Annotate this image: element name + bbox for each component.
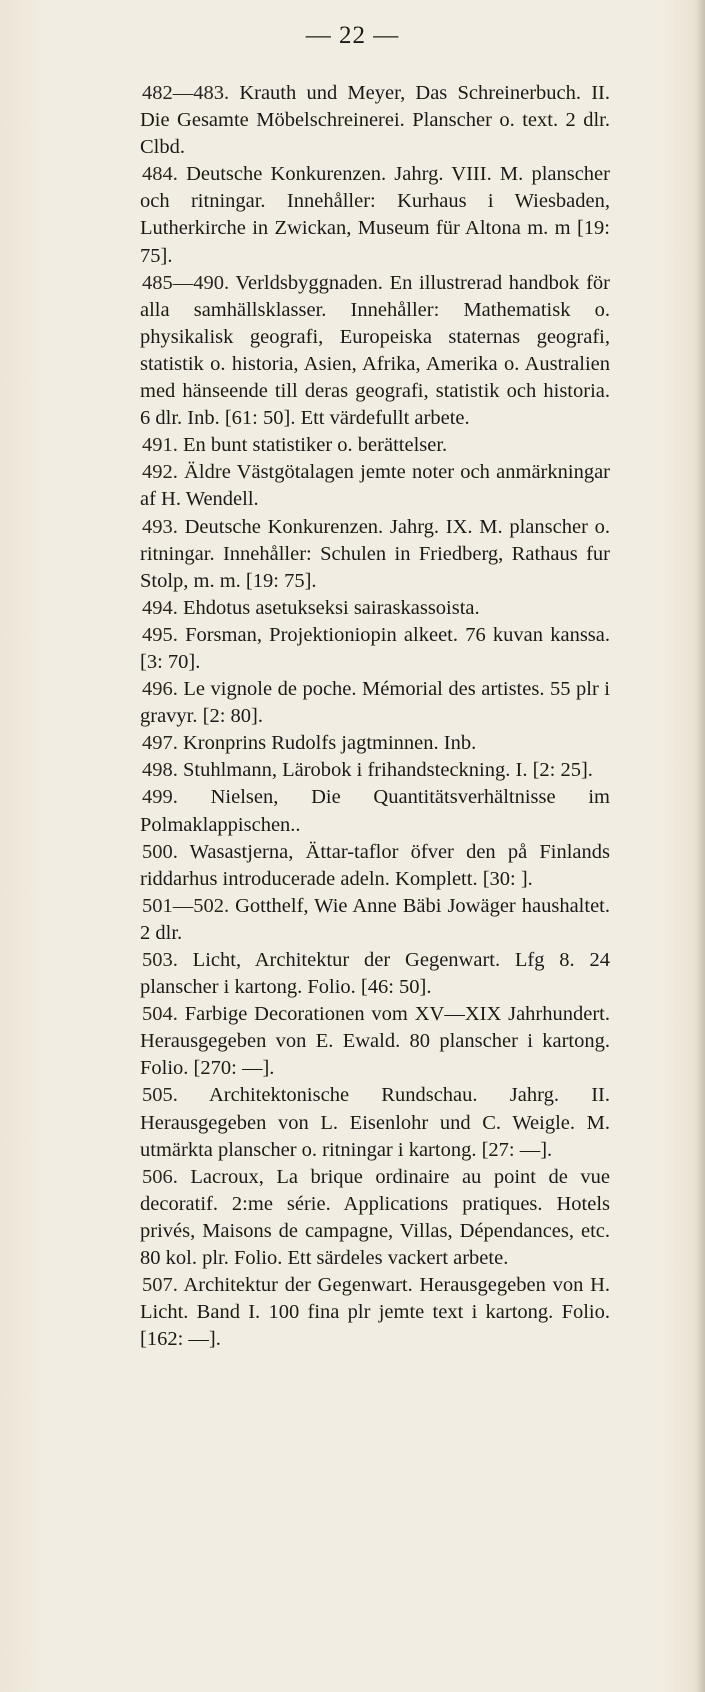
catalog-entry-506: [140, 1164, 610, 1272]
entry-text: Ehdotus asetukseksi sairaskassoista.: [177, 596, 480, 619]
catalog-entries: [140, 80, 610, 1353]
catalog-entry-497: [140, 730, 610, 757]
catalog-entry-482: [140, 80, 610, 161]
entry-text: Architektur der Gegenwart. Herausgegeben von H. Licht. Band I. 100 fina plr jemte text i kartong. Folio. [162: —].: [140, 1274, 610, 1351]
entry-number: 495.: [142, 623, 178, 646]
entry-text: Le vignole de poche. Mémorial des artistes. 55 plr i gravyr. [2: 80].: [140, 678, 610, 728]
entry-text: Deutsche Konkurenzen. Jahrg. VIII. M. planscher och ritningar. Innehåller: Kurhaus i Wiesbaden, Lutherkirche in Zwickan, Museum für Altona m. m [19: 75].: [140, 163, 610, 267]
catalog-entry-494: [140, 595, 610, 622]
page-number: — 22 —: [305, 22, 400, 49]
catalog-entry-505: [140, 1082, 610, 1163]
entry-number: 496.: [142, 678, 178, 701]
entry-text: En bunt statistiker o. berättelser.: [177, 434, 448, 457]
catalog-entry-492: [140, 459, 610, 513]
entry-text: Deutsche Konkurenzen. Jahrg. IX. M. planscher o. ritningar. Innehåller: Schulen in Friedberg, Rathaus fur Stolp, m. m. [19: 75].: [140, 515, 610, 592]
catalog-entry-485: [140, 270, 610, 433]
catalog-entry-501: [140, 893, 610, 947]
catalog-entry-504: [140, 1001, 610, 1082]
entry-number: 493.: [142, 515, 178, 538]
entry-text: Farbige Decorationen vom XV—XIX Jahrhundert. Herausgegeben von E. Ewald. 80 planscher i kartong. Folio. [270: —].: [140, 1003, 610, 1080]
entry-text: Wasastjerna, Ättar-taflor öfver den på Finlands riddarhus introducerade adeln. Komplett. [30: ].: [140, 840, 610, 890]
catalog-entry-498: [140, 757, 610, 784]
entry-text: Äldre Västgötalagen jemte noter och anmärkningar af H. Wendell.: [140, 461, 610, 511]
entry-number: 507.: [142, 1274, 178, 1297]
page-edge-shadow: [695, 0, 705, 1692]
entry-text: Kronprins Rudolfs jagtminnen. Inb.: [177, 732, 477, 755]
entry-number: 503.: [142, 949, 178, 971]
entry-number: 491.: [142, 434, 178, 457]
entry-number: 505.: [142, 1084, 178, 1107]
entry-text: Gotthelf, Wie Anne Bäbi Jowäger haushaltet. 2 dlr.: [140, 894, 610, 944]
catalog-entry-503: [140, 947, 610, 1001]
entry-text: Architektonische Rundschau. Jahrg. II. Herausgegeben von L. Eisenlohr und C. Weigle. M. utmärkta planscher o. ritningar i kartong. [27: —].: [140, 1084, 610, 1161]
catalog-entry-500: [140, 839, 610, 893]
entry-number: 485—490.: [142, 271, 230, 294]
entry-text: Lacroux, La brique ordinaire au point de vue decoratif. 2:me série. Applications pratiques. Hotels privés, Maisons de campagne, Villas, Dépendances, etc. 80 kol. plr. Folio. Ett särdeles vackert arbete.: [140, 1165, 610, 1270]
catalog-entry-491: [140, 432, 610, 459]
entry-number: 501—502.: [142, 894, 230, 917]
catalog-entry-507: [140, 1272, 610, 1353]
entry-number: 497.: [142, 732, 178, 755]
entry-number: 492.: [142, 461, 178, 484]
entry-number: 482—483.: [142, 82, 230, 104]
catalog-entry-495: [140, 622, 610, 676]
entry-text: Stuhlmann, Lärobok i frihandsteckning. I. [2: 25].: [177, 759, 593, 782]
entry-text: Nielsen, Die Quantitätsverhältnisse im Polmaklappischen..: [140, 786, 610, 836]
catalog-entry-496: [140, 676, 610, 730]
catalog-entry-493: [140, 514, 610, 595]
entry-number: 494.: [142, 596, 178, 619]
entry-text: Verldsbyggnaden. En illustrerad handbok för alla samhällsklasser. Innehåller: Mathematisk o. physikalisk geografi, Europeiska staternas geografi, statistik o. historia, Asien, Afrika, Amerika o. Australien med hänseende till deras geografi, statistik och historia. 6 dlr. Inb. [61: 50]. Ett värdefullt arbete.: [140, 271, 610, 430]
entry-number: 484.: [142, 163, 178, 186]
entry-number: 500.: [142, 840, 178, 863]
entry-number: 498.: [142, 759, 178, 782]
entry-text: Krauth und Meyer, Das Schreinerbuch. II. Die Gesamte Möbelschreinerei. Planscher o. text. 2 dlr. Clbd.: [140, 82, 610, 159]
catalog-entry-484: [140, 161, 610, 269]
entry-number: 504.: [142, 1003, 178, 1026]
entry-text: Forsman, Projektioniopin alkeet. 76 kuvan kanssa. [3: 70].: [140, 623, 610, 673]
entry-number: 499.: [142, 786, 178, 809]
catalog-entry-499: [140, 784, 610, 838]
entry-text: Licht, Architektur der Gegenwart. Lfg 8. 24 planscher i kartong. Folio. [46: 50].: [140, 949, 610, 999]
entry-number: 506.: [142, 1165, 178, 1188]
